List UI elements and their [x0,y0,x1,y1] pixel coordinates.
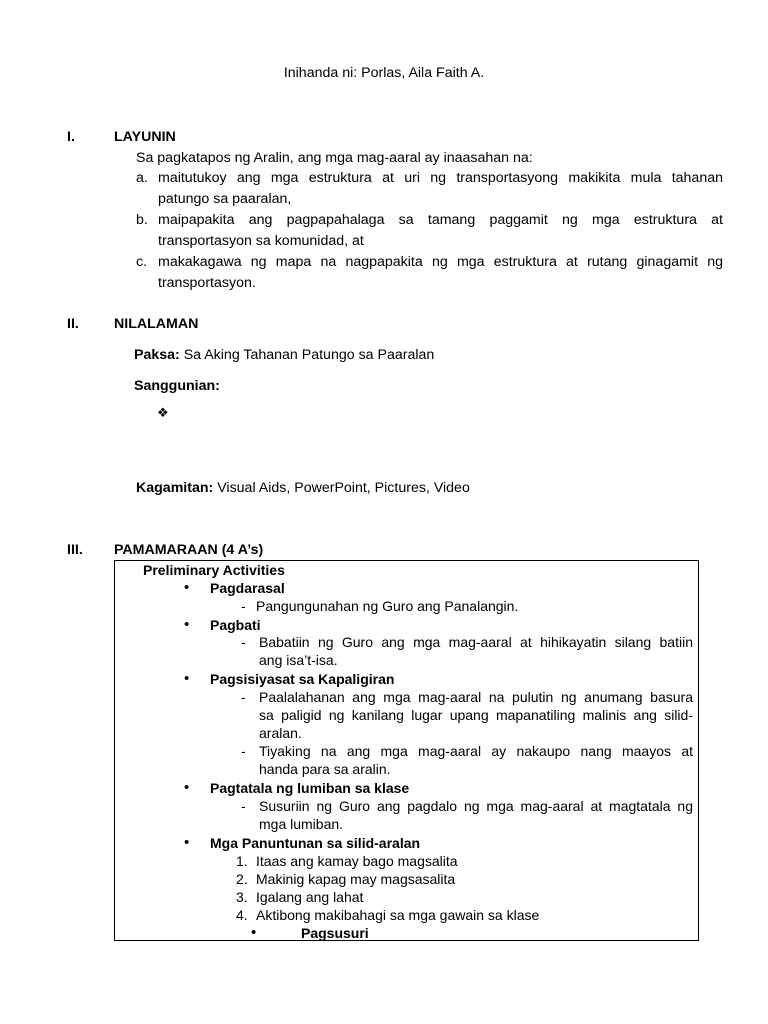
pagsusuri-title: Pagsusuri [301,925,369,941]
objective-letter-c: c. [136,254,148,270]
objective-letter-a: a. [136,170,148,186]
objective-b-line1: maipapakita ang pagpapahalaga sa tamang paggamit ng mga estruktura at [158,212,723,228]
paksa-line [134,345,434,366]
objective-a-line2: patungo sa paaralan, [158,191,292,207]
lumiban-item-line1: Susuriin ng Guro ang pagdalo ng mga mag-aaral at magtatala ng [259,798,693,814]
preliminary-title: Preliminary Activities [143,562,285,578]
pagbati-title: Pagbati [210,617,261,633]
kapaligiran-item1-line1: Paalalahanan ang mga mag-aaral na pulutin ng anumang basura [259,689,693,705]
kapaligiran-title: Pagsisiyasat sa Kapaligiran [210,671,395,687]
section-3-title: PAMAMARAAN (4 A’s) [114,542,264,558]
rule-text: Makinig kapag may magsasalita [256,871,456,887]
bullet-icon: • [184,616,190,633]
bullet-icon: • [184,834,190,851]
pagdarasal-title: Pagdarasal [210,580,285,596]
kapaligiran-item1-line3: aralan. [259,725,302,741]
dash-icon: - [241,598,246,614]
lumiban-title: Pagtatala ng lumiban sa klase [210,780,410,796]
pagdarasal-item: Pangungunahan ng Guro ang Panalangin. [256,598,519,614]
sanggunian-label: Sanggunian: [134,378,220,394]
kapaligiran-item2-line1: Tiyaking na ang mga mag-aaral ay nakaupo nang maayos at [259,743,693,759]
rule-number: 1. [236,853,248,869]
kapaligiran-item2-line2: handa para sa aralin. [259,761,391,777]
section-2-title: NILALAMAN [114,316,199,332]
dash-icon: - [241,743,246,759]
prepared-by: Inihanda ni: Porlas, Aila Faith A. [283,65,485,81]
paksa-label: Paksa: [134,347,180,363]
section-1-number: I. [67,129,75,145]
objective-a-line1: maitutukoy ang mga estruktura at uri ng transportasyong makikita mula tahanan [158,170,723,186]
kagamitan-line [136,478,470,499]
pagbati-item-line1: Babatiin ng Guro ang mga mag-aaral at hihikayatin silang batiin [259,634,693,650]
dash-icon: - [241,689,246,705]
objective-c-line2: transportasyon. [158,275,256,291]
section-3-number: III. [67,542,83,558]
paksa-value: Sa Aking Tahanan Patungo sa Paaralan [183,347,435,363]
rule-text: Igalang ang lahat [256,889,364,905]
objective-letter-b: b. [136,212,148,228]
lumiban-item-line2: mga lumiban. [259,816,344,832]
rule-number: 2. [236,871,248,887]
bullet-icon: • [184,670,190,687]
procedure-box [114,560,699,941]
rule-text: Aktibong makibahagi sa mga gawain sa klase [256,907,540,923]
section-1-title: LAYUNIN [114,129,176,145]
panuntunan-title: Mga Panuntunan sa silid-aralan [210,835,421,851]
rule-number: 4. [236,907,248,923]
bullet-icon: • [184,579,190,596]
kagamitan-label: Kagamitan: [136,480,214,496]
objective-b-line2: transportasyon sa komunidad, at [158,233,364,249]
pagbati-item-line2: ang isa’t-isa. [259,652,338,668]
dash-icon: - [241,634,246,650]
rule-number: 3. [236,889,248,905]
kagamitan-value: Visual Aids, PowerPoint, Pictures, Video [217,480,470,496]
section-2-number: II. [67,316,79,332]
diamond-bullet-icon: ❖ [157,406,169,421]
bullet-icon: • [184,779,190,796]
dash-icon: - [241,798,246,814]
rule-text: Itaas ang kamay bago magsalita [256,853,458,869]
bullet-icon: • [251,924,257,941]
kapaligiran-item1-line2: sa paligid ng kanilang lugar upang mapanatiling malinis ang silid- [259,707,693,723]
objectives-intro: Sa pagkatapos ng Aralin, ang mga mag-aaral ay inaasahan na: [136,150,533,166]
objective-c-line1: makakagawa ng mapa na nagpapakita ng mga estruktura at rutang ginagamit ng [158,254,723,270]
